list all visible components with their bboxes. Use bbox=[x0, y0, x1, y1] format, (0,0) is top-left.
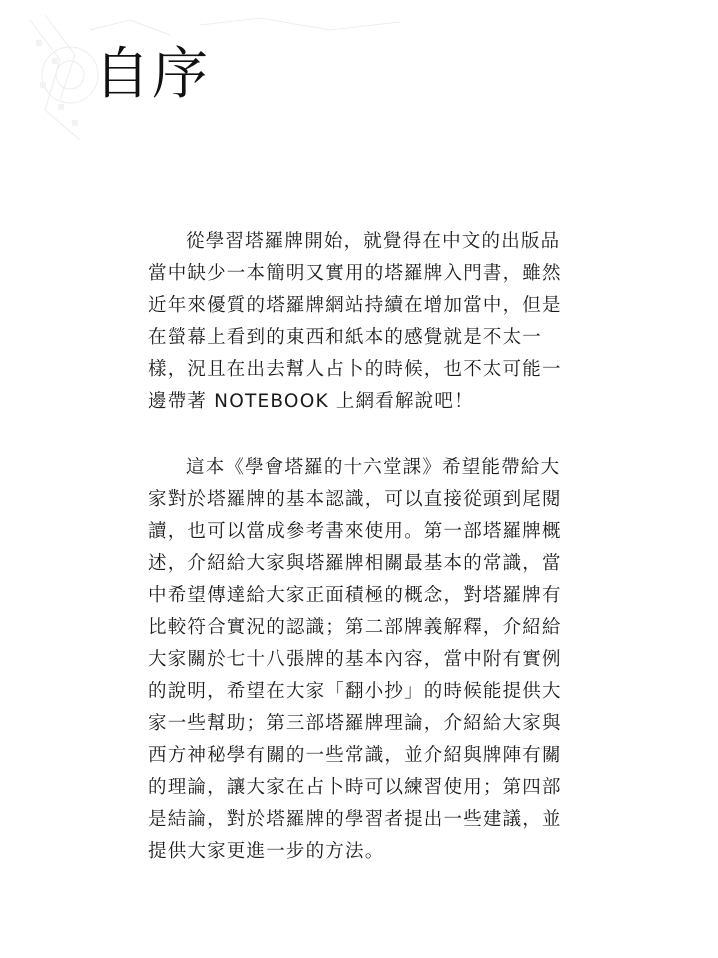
paragraph-line: 近年來優質的塔羅牌網站持續在增加當中，但是 bbox=[148, 295, 562, 316]
paragraph-line: 的理論，讓大家在占卜時可以練習使用；第四部 bbox=[148, 777, 562, 798]
paragraph-line: 家一些幫助；第三部塔羅牌理論，介紹給大家與 bbox=[148, 713, 562, 734]
paragraph-line: 這本《學會塔羅的十六堂課》希望能帶給大 bbox=[186, 457, 561, 478]
paragraph-line: 家對於塔羅牌的基本認識，可以直接從頭到尾閱 bbox=[148, 489, 562, 510]
paragraph-line: 邊帶著 NOTEBOOK 上網看解說吧！ bbox=[148, 391, 474, 412]
paragraph-line: 在螢幕上看到的東西和紙本的感覺就是不太一 bbox=[148, 327, 543, 348]
paragraph-line: 西方神秘學有關的一些常識，並介紹與牌陣有關 bbox=[148, 745, 562, 766]
paragraph-line: 是結論，對於塔羅牌的學習者提出一些建議，並 bbox=[148, 809, 562, 830]
paragraph-line: 樣，況且在出去幫人占卜的時候，也不太可能一 bbox=[148, 359, 562, 380]
paragraph-line: 大家關於七十八張牌的基本內容，當中附有實例 bbox=[148, 649, 562, 670]
paragraph-line: 述，介紹給大家與塔羅牌相關最基本的常識，當 bbox=[148, 553, 562, 574]
page-title: 自序 bbox=[94, 42, 210, 107]
preface-paragraph-2 bbox=[148, 452, 588, 868]
paragraph-line: 從學習塔羅牌開始，就覺得在中文的出版品 bbox=[186, 231, 561, 252]
paragraph-line: 比較符合實況的認識；第二部牌義解釋，介紹給 bbox=[148, 617, 562, 638]
paragraph-line: 讀，也可以當成參考書來使用。第一部塔羅牌概 bbox=[148, 521, 562, 542]
paragraph-line: 提供大家更進一步的方法。 bbox=[148, 841, 385, 862]
paragraph-line: 當中缺少一本簡明又實用的塔羅牌入門書，雖然 bbox=[148, 263, 562, 284]
paragraph-line: 中希望傳達給大家正面積極的概念，對塔羅牌有 bbox=[148, 585, 562, 606]
preface-paragraph-1 bbox=[148, 226, 588, 418]
paragraph-line: 的說明，希望在大家「翻小抄」的時候能提供大 bbox=[148, 681, 562, 702]
